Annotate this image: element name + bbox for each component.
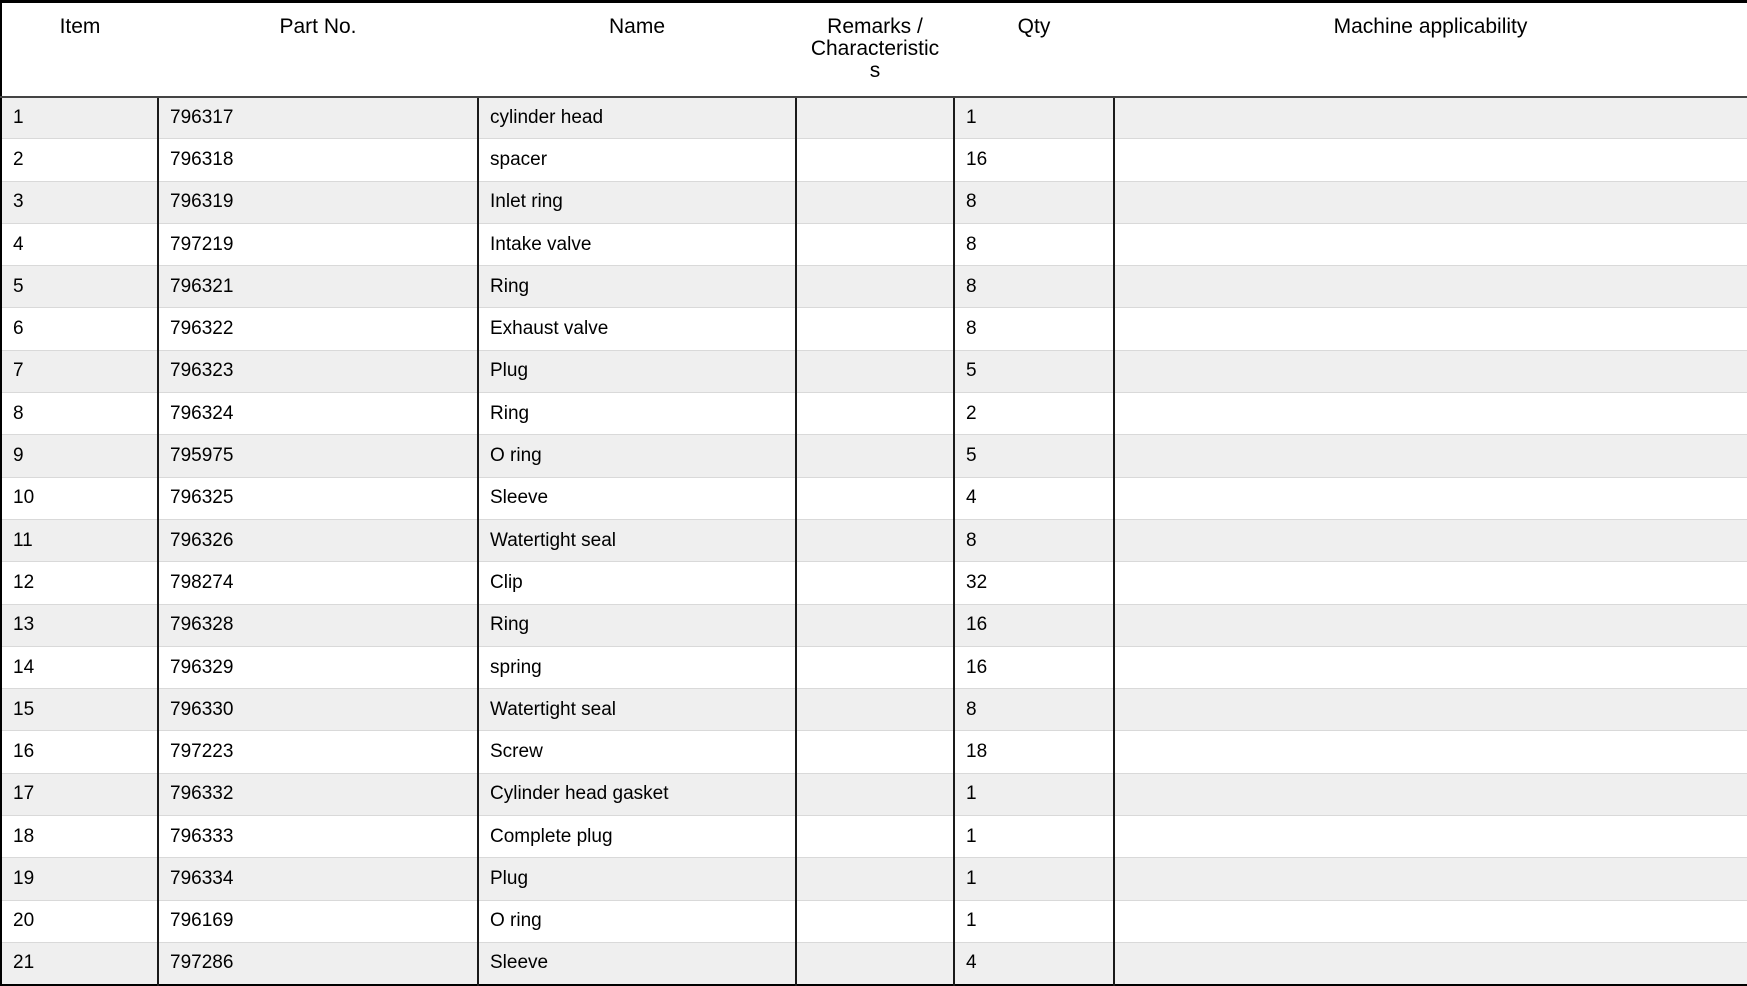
cell-qty: 1 — [954, 858, 1114, 900]
cell-item: 8 — [1, 393, 158, 435]
table-row — [1, 900, 1747, 942]
column-header-qty-label: Qty — [1017, 15, 1051, 38]
cell-part-no: 797286 — [158, 942, 478, 984]
table-row — [1, 97, 1747, 139]
cell-remarks — [796, 223, 954, 265]
column-header-item — [1, 2, 158, 97]
cell-part-no: 796321 — [158, 266, 478, 308]
table-row — [1, 519, 1747, 561]
cell-machine — [1114, 731, 1747, 773]
cell-name: Sleeve — [478, 477, 796, 519]
cell-qty: 8 — [954, 223, 1114, 265]
column-header-remarks — [796, 2, 954, 97]
cell-name: Complete plug — [478, 816, 796, 858]
cell-machine — [1114, 900, 1747, 942]
cell-remarks — [796, 773, 954, 815]
cell-qty: 1 — [954, 773, 1114, 815]
cell-remarks — [796, 562, 954, 604]
table-row — [1, 266, 1747, 308]
cell-qty: 5 — [954, 350, 1114, 392]
table-row — [1, 731, 1747, 773]
cell-machine — [1114, 393, 1747, 435]
cell-name: Sleeve — [478, 942, 796, 984]
table-header — [1, 2, 1747, 97]
column-header-machine-applicability — [1114, 2, 1747, 97]
table-row — [1, 646, 1747, 688]
cell-machine — [1114, 223, 1747, 265]
cell-part-no: 796330 — [158, 689, 478, 731]
cell-machine — [1114, 689, 1747, 731]
table-row — [1, 942, 1747, 984]
cell-remarks — [796, 97, 954, 139]
cell-name: Ring — [478, 393, 796, 435]
cell-qty: 8 — [954, 689, 1114, 731]
cell-part-no: 796324 — [158, 393, 478, 435]
cell-name: Inlet ring — [478, 181, 796, 223]
cell-item: 19 — [1, 858, 158, 900]
cell-part-no: 797223 — [158, 731, 478, 773]
table-row — [1, 223, 1747, 265]
cell-machine — [1114, 816, 1747, 858]
cell-qty: 8 — [954, 181, 1114, 223]
cell-name: Ring — [478, 266, 796, 308]
cell-name: Cylinder head gasket — [478, 773, 796, 815]
cell-qty: 1 — [954, 97, 1114, 139]
cell-part-no: 796328 — [158, 604, 478, 646]
cell-remarks — [796, 181, 954, 223]
cell-name: Clip — [478, 562, 796, 604]
cell-item: 1 — [13, 106, 24, 128]
cell-machine — [1114, 562, 1747, 604]
cell-machine — [1114, 97, 1747, 139]
table-row — [1, 858, 1747, 900]
cell-name: Exhaust valve — [478, 308, 796, 350]
column-header-remarks-label: Remarks / Characteristics — [810, 15, 940, 82]
cell-remarks — [796, 519, 954, 561]
cell-machine — [1114, 435, 1747, 477]
table-body — [1, 97, 1747, 985]
cell-item: 12 — [1, 562, 158, 604]
cell-qty: 8 — [954, 308, 1114, 350]
cell-part-no: 796317 — [158, 97, 478, 139]
cell-item: 17 — [1, 773, 158, 815]
cell-name: Watertight seal — [478, 689, 796, 731]
cell-part-no: 796333 — [158, 816, 478, 858]
cell-remarks — [796, 477, 954, 519]
cell-item: 9 — [1, 435, 158, 477]
cell-qty: 4 — [954, 942, 1114, 984]
cell-remarks — [796, 393, 954, 435]
cell-part-no: 796325 — [158, 477, 478, 519]
table-row — [1, 139, 1747, 181]
cell-machine — [1114, 858, 1747, 900]
cell-remarks — [796, 942, 954, 984]
table-row — [1, 435, 1747, 477]
cell-remarks — [796, 900, 954, 942]
column-header-machine-applicability-label: Machine applicability — [1333, 15, 1528, 38]
header-row — [1, 2, 1747, 97]
cell-item: 7 — [1, 350, 158, 392]
cell-remarks — [796, 689, 954, 731]
cell-qty: 16 — [954, 646, 1114, 688]
column-header-item-label: Item — [59, 15, 101, 38]
cell-item: 3 — [1, 181, 158, 223]
cell-machine — [1114, 350, 1747, 392]
cell-machine — [1114, 139, 1747, 181]
cell-item: 20 — [1, 900, 158, 942]
cell-part-no: 798274 — [158, 562, 478, 604]
cell-item: 18 — [1, 816, 158, 858]
table-row — [1, 393, 1747, 435]
cell-item: 10 — [1, 477, 158, 519]
cell-part-no: 797219 — [158, 223, 478, 265]
cell-name: O ring — [478, 435, 796, 477]
table-row — [1, 773, 1747, 815]
cell-qty: 16 — [954, 604, 1114, 646]
cell-remarks — [796, 266, 954, 308]
cell-item: 16 — [1, 731, 158, 773]
cell-remarks — [796, 604, 954, 646]
cell-remarks — [796, 139, 954, 181]
cell-machine — [1114, 604, 1747, 646]
cell-name: Plug — [478, 350, 796, 392]
cell-qty: 2 — [954, 393, 1114, 435]
table-row — [1, 308, 1747, 350]
cell-part-no: 795975 — [158, 435, 478, 477]
cell-part-no: 796329 — [158, 646, 478, 688]
cell-item: 4 — [1, 223, 158, 265]
cell-part-no: 796319 — [158, 181, 478, 223]
cell-qty: 8 — [954, 266, 1114, 308]
cell-item: 11 — [1, 519, 158, 561]
cell-item: 6 — [1, 308, 158, 350]
cell-item: 21 — [1, 942, 158, 984]
cell-item: 13 — [1, 604, 158, 646]
table-row — [1, 689, 1747, 731]
cell-part-no: 796326 — [158, 519, 478, 561]
cell-remarks — [796, 731, 954, 773]
cell-qty: 4 — [954, 477, 1114, 519]
cell-remarks — [796, 350, 954, 392]
cell-qty: 1 — [954, 816, 1114, 858]
cell-name: Ring — [478, 604, 796, 646]
cell-remarks — [796, 858, 954, 900]
cell-name: O ring — [478, 900, 796, 942]
cell-remarks — [796, 646, 954, 688]
cell-machine — [1114, 477, 1747, 519]
column-header-name-label: Name — [608, 15, 666, 38]
table-row — [1, 562, 1747, 604]
cell-remarks — [796, 816, 954, 858]
cell-machine — [1114, 942, 1747, 984]
table-row — [1, 350, 1747, 392]
cell-machine — [1114, 181, 1747, 223]
cell-part-no: 796332 — [158, 773, 478, 815]
cell-name: Screw — [478, 731, 796, 773]
cell-remarks — [796, 308, 954, 350]
cell-machine — [1114, 266, 1747, 308]
cell-name: spacer — [478, 139, 796, 181]
cell-machine — [1114, 308, 1747, 350]
cell-name: Intake valve — [478, 223, 796, 265]
table-row — [1, 604, 1747, 646]
cell-part-no: 796323 — [158, 350, 478, 392]
cell-qty: 18 — [954, 731, 1114, 773]
cell-machine — [1114, 773, 1747, 815]
column-header-part-no-label: Part No. — [279, 15, 357, 38]
cell-name: spring — [478, 646, 796, 688]
column-header-qty — [954, 2, 1114, 97]
cell-name: Watertight seal — [478, 519, 796, 561]
cell-item: 2 — [1, 139, 158, 181]
cell-qty: 1 — [954, 900, 1114, 942]
table-row — [1, 477, 1747, 519]
cell-item: 5 — [1, 266, 158, 308]
column-header-name — [478, 2, 796, 97]
cell-qty: 5 — [954, 435, 1114, 477]
cell-part-no: 796169 — [158, 900, 478, 942]
cell-part-no: 796318 — [158, 139, 478, 181]
cell-name: Plug — [478, 858, 796, 900]
table-row — [1, 181, 1747, 223]
cell-item: 15 — [1, 689, 158, 731]
cell-item: 14 — [1, 646, 158, 688]
cell-part-no: 796322 — [158, 308, 478, 350]
cell-machine — [1114, 519, 1747, 561]
cell-part-no: 796334 — [158, 858, 478, 900]
cell-qty: 32 — [954, 562, 1114, 604]
cell-machine — [1114, 646, 1747, 688]
column-header-part-no — [158, 2, 478, 97]
cell-remarks — [796, 435, 954, 477]
cell-name: cylinder head — [478, 97, 796, 139]
cell-qty: 8 — [954, 519, 1114, 561]
table-row — [1, 816, 1747, 858]
cell-qty: 16 — [954, 139, 1114, 181]
